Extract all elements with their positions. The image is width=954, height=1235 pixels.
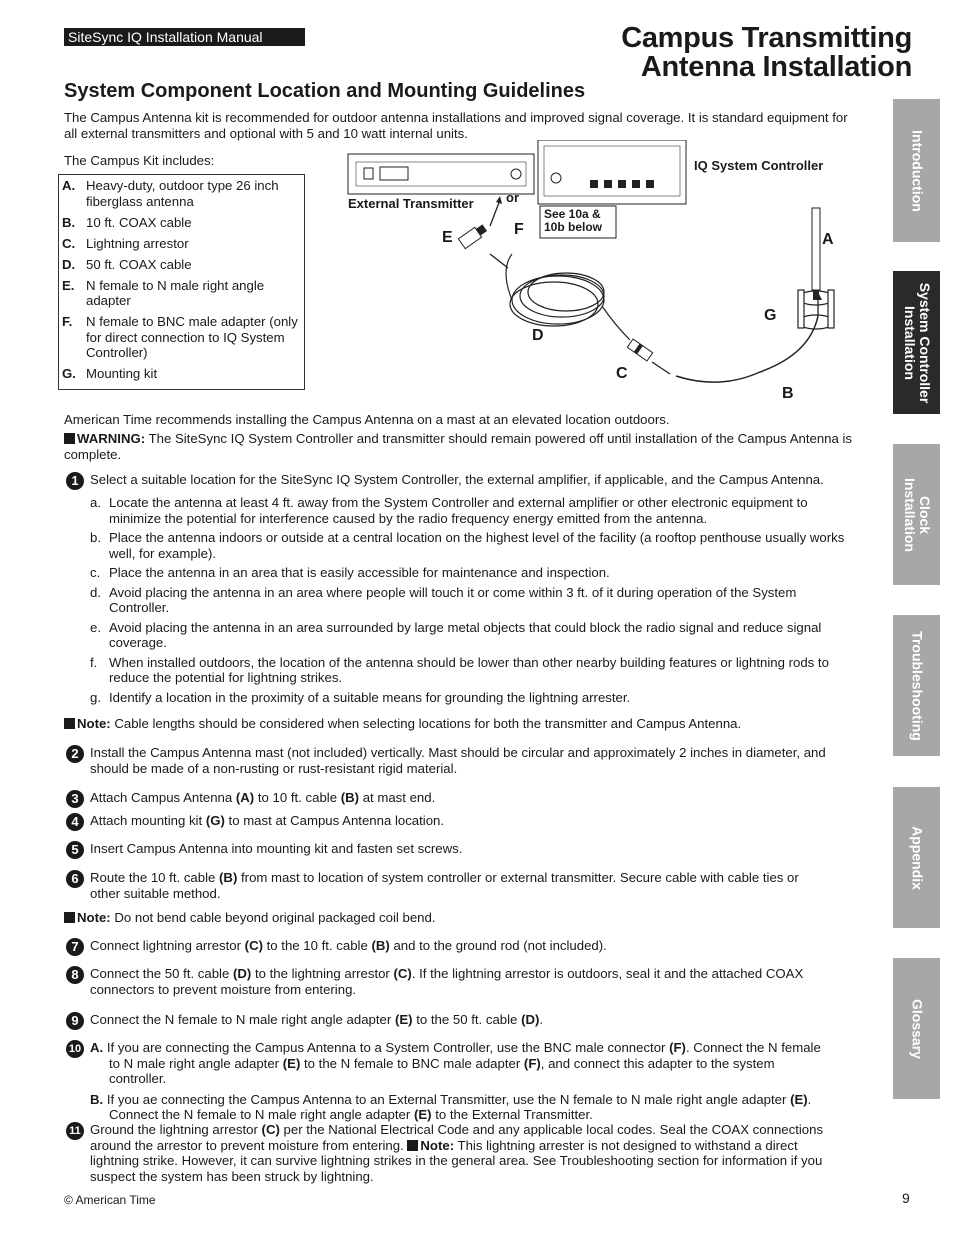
kit-item-text: N female to N male right angle adapter [86, 277, 265, 308]
kit-contents-box [58, 174, 305, 390]
step-text: Attach Campus Antenna (A) to 10 ft. cable (B) at mast end. [90, 790, 436, 805]
list-item: e. Avoid placing the antenna in an area surrounded by large metal objects that could block the radio signal and reduce signal coverage. [90, 619, 822, 650]
tab-glossary[interactable]: Glossary [893, 958, 940, 1099]
antenna-a-icon [812, 208, 820, 290]
step-number-icon: 3 [66, 790, 84, 808]
step-number-icon: 5 [66, 841, 84, 859]
kit-item-letter: D. [62, 256, 76, 272]
tab-clock-installation[interactable]: Clock Installation [893, 444, 940, 585]
label-iq-controller: IQ System Controller [694, 158, 824, 173]
step-10-a: A. If you are connecting the Campus Antenna to a System Controller, use the BNC male connector (F). Connect the N female to N male right angle adapter (E) to the N female to BNC male adapter (F), and connect this adapter to the system controller. [90, 1040, 821, 1086]
step-number-icon: 7 [66, 938, 84, 956]
lightning-arrestor-c-icon [627, 339, 652, 361]
kit-item [62, 215, 298, 231]
coax-cable-b-icon [676, 316, 818, 382]
step-number-icon: 4 [66, 813, 84, 831]
step-number-icon: 9 [66, 1012, 84, 1030]
kit-intro: The Campus Kit includes: [64, 153, 215, 168]
step-number-icon: 10 [66, 1040, 84, 1058]
step-text: Insert Campus Antenna into mounting kit and fasten set screws. [90, 841, 463, 856]
label-c: C [616, 365, 628, 382]
step-number-icon: 11 [66, 1122, 84, 1140]
kit-item-text: 50 ft. COAX cable [86, 256, 192, 272]
recommendation-text: American Time recommends installing the Campus Antenna on a mast at an elevated location outdoors. [64, 412, 670, 427]
step-number-icon: 1 [66, 472, 84, 490]
manual-label: SiteSync IQ Installation Manual [64, 28, 305, 46]
step-number-icon: 8 [66, 966, 84, 984]
tab-troubleshooting[interactable]: Troubleshooting [893, 615, 940, 756]
kit-item-letter: F. [62, 314, 73, 329]
copyright: © American Time [64, 1193, 156, 1207]
step-text: Connect lightning arrestor (C) to the 10 ft. cable (B) and to the ground rod (not included). [90, 938, 607, 953]
kit-item [62, 257, 298, 273]
list-item: a. Locate the antenna at least 4 ft. away from the System Controller and external amplifier or other electronic equipment to minimize the potential for interference caused by the radio frequency energy emitted from the antenna. [90, 495, 808, 526]
page-title [621, 24, 912, 82]
page-title-line1: Campus Transmitting [621, 22, 912, 54]
warning-body: The SiteSync IQ System Controller and transmitter should remain powered off until installation of the Campus Antenna is complete. [64, 431, 853, 462]
list-item: c. Place the antenna in an area that is easily accessible for maintenance and inspection. [90, 565, 610, 580]
list-item: g. Identify a location in the proximity of a suitable means for grounding the lightning arrester. [90, 689, 631, 705]
step-9 [66, 1012, 826, 1028]
step-2 [66, 745, 826, 776]
note-2: Note: Do not bend cable beyond original packaged coil bend. [64, 910, 854, 926]
page-title-line2: Antenna Installation [640, 51, 912, 83]
installation-diagram [340, 140, 880, 410]
label-e: E [442, 229, 453, 246]
kit-item-text: N female to BNC male adapter (only for direct connection to IQ System Controller) [86, 314, 298, 360]
kit-item [62, 278, 298, 309]
label-d: D [532, 327, 544, 344]
step-1-sublist [90, 495, 850, 709]
step-6 [66, 870, 826, 901]
step-7 [66, 938, 826, 954]
step-number-icon: 2 [66, 745, 84, 763]
list-item: d. Avoid placing the antenna in an area where people will touch it or come within 3 ft. of it during operation of the System Controller. [90, 584, 797, 615]
kit-item-letter: C. [62, 235, 76, 251]
step-text: Route the 10 ft. cable (B) from mast to location of system controller or external transmitter. Secure cable with cable ties or other suitable method. [90, 870, 799, 901]
installation-diagram-svg [340, 140, 880, 410]
kit-item-letter: A. [62, 178, 76, 193]
step-text: Select a suitable location for the SiteSync IQ System Controller, the external amplifier, if applicable, and the Campus Antenna. [90, 472, 824, 487]
tab-appendix[interactable]: Appendix [893, 787, 940, 928]
warning-label: WARNING: [77, 431, 146, 446]
intro-paragraph: The Campus Antenna kit is recommended for outdoor antenna installations and improved signal coverage. It is standard equipment for all external transmitters and optional with 5 and 10 watt internal units. [64, 110, 848, 141]
step-3 [66, 790, 826, 806]
step-text: Connect the N female to N male right angle adapter (E) to the 50 ft. cable (D). [90, 1012, 544, 1027]
step-4 [66, 813, 826, 829]
step-1 [66, 472, 826, 488]
kit-item [62, 314, 298, 361]
kit-item-text: Mounting kit [86, 366, 158, 381]
label-a: A [822, 231, 834, 248]
label-external-transmitter: External Transmitter [348, 196, 474, 211]
adapter-e-icon [458, 223, 488, 249]
kit-item-letter: B. [62, 214, 76, 230]
list-item: b. Place the antenna indoors or outside at a central location on the highest level of the facility (a rooftop penthouse usually works well, for example). [90, 530, 845, 561]
list-item: f. When installed outdoors, the location of the antenna should be lower than other nearby building features or lightning rods to reduce the potential for lightning strikes. [90, 654, 829, 685]
step-text: Connect the 50 ft. cable (D) to the lightning arrestor (C). If the lightning arrestor is outdoors, seal it and the attached COAX connectors to prevent moisture from entering. [90, 966, 804, 997]
label-f: F [514, 221, 524, 238]
kit-item [62, 178, 298, 209]
label-see-note: See 10a & 10b below [544, 207, 603, 234]
page-number: 9 [902, 1190, 910, 1206]
kit-item-letter: G. [62, 366, 76, 381]
iq-controller-icon [538, 140, 686, 204]
step-10 [66, 1040, 830, 1123]
section-heading: System Component Location and Mounting Guidelines [64, 80, 586, 102]
kit-item [62, 236, 298, 252]
step-text: Install the Campus Antenna mast (not included) vertically. Mast should be circular and approximately 2 inches in diameter, and should be made of a non-rusting or rust-resistant rigid material. [90, 745, 826, 776]
label-b: B [782, 385, 794, 402]
step-number-icon: 6 [66, 870, 84, 888]
tab-introduction[interactable]: Introduction [893, 99, 940, 242]
warning-text [64, 431, 854, 462]
label-g: G [764, 307, 777, 324]
external-transmitter-icon [348, 154, 534, 194]
step-11 [66, 1122, 830, 1184]
step-10-b: B. If you ae connecting the Campus Antenna to an External Transmitter, use the N female to N male right angle adapter (E). Connect the N female to N male right angle adapter (E) to the External Transmitter. [90, 1091, 812, 1122]
kit-item-letter: E. [62, 277, 75, 293]
coax-cable-d-icon [506, 254, 630, 340]
label-or: or [506, 190, 519, 205]
step-text: Ground the lightning arrestor (C) per the National Electrical Code and any applicable local codes. Seal the COAX connections around the arrestor to prevent moisture from entering. Note: This lightning arrester is not designed to withstand a direct lightning strike. However, it can survive lightning strikes in the general area. See Troubleshooting section for information if you suspect the system has been struck by lightning. [90, 1122, 824, 1184]
kit-item-text: Heavy-duty, outdoor type 26 inch fiberglass antenna [86, 178, 279, 209]
kit-item-text: 10 ft. COAX cable [86, 214, 192, 230]
step-5 [66, 841, 826, 857]
step-8 [66, 966, 826, 997]
tab-system-controller-installation[interactable]: System Controller Installation [893, 271, 940, 414]
kit-item-text: Lightning arrestor [86, 235, 189, 251]
step-text: Attach mounting kit (G) to mast at Campus Antenna location. [90, 813, 445, 828]
note-1: Note: Cable lengths should be considered when selecting locations for both the transmitter and Campus Antenna. [64, 716, 854, 732]
kit-item [62, 366, 298, 382]
